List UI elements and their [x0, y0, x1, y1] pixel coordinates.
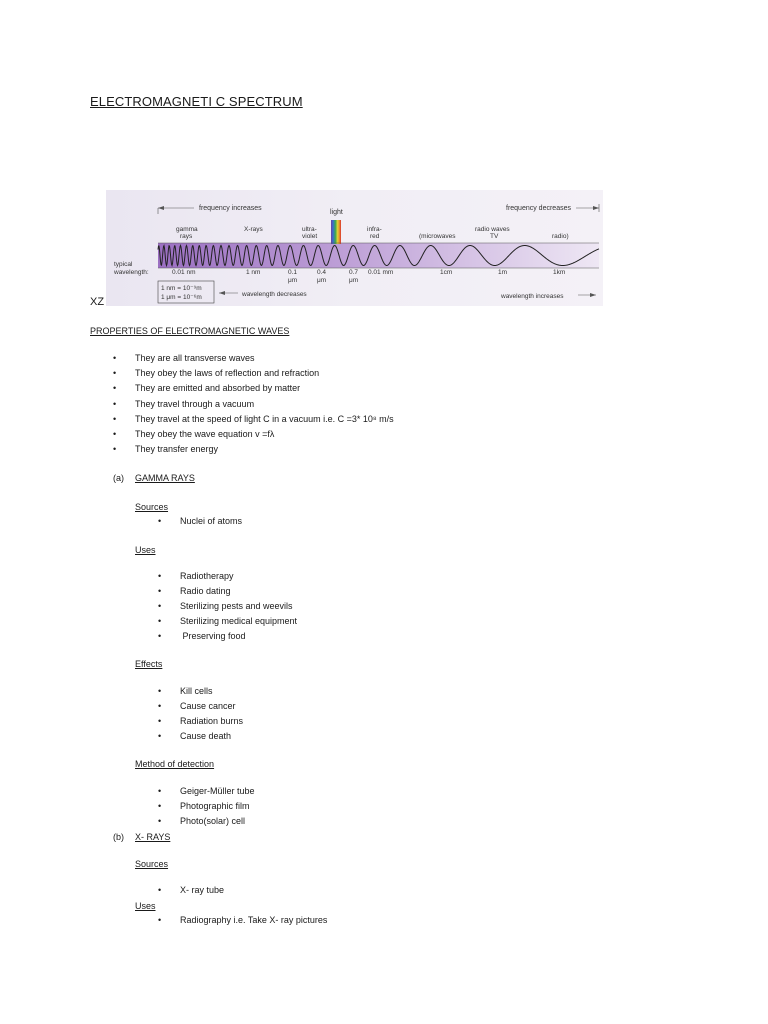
list-item: Radiation burns — [180, 716, 244, 726]
page-title: ELECTROMAGNETI C SPECTRUM — [90, 94, 303, 109]
bullet-icon: • — [158, 586, 162, 596]
xray-sources-label: Sources — [135, 859, 169, 869]
wavelength-value: μm — [288, 277, 298, 284]
band-label: violet — [302, 233, 318, 240]
list-item: They are all transverse waves — [135, 353, 255, 363]
list-item: Sterilizing pests and weevils — [180, 601, 293, 611]
list-item: They are emitted and absorbed by matter — [135, 383, 301, 394]
wavelength-value: 0.1 — [288, 269, 298, 276]
conversion-nm: 1 nm = 10⁻⁹m — [161, 285, 202, 292]
properties-heading: PROPERTIES OF ELECTROMAGNETIC WAVES — [90, 326, 290, 336]
wavelength-value: 0.01 mm — [368, 269, 394, 276]
bullet-icon: • — [158, 701, 162, 711]
wavelength-value: 1 nm — [246, 269, 261, 276]
bullet-icon: • — [158, 786, 162, 796]
freq-increases-label: frequency increases — [199, 205, 262, 212]
list-item: Cause death — [180, 731, 232, 741]
list-item: Cause cancer — [180, 701, 236, 711]
list-item: They obey the laws of reflection and refraction — [135, 368, 320, 379]
conversion-um: 1 μm = 10⁻⁶m — [161, 294, 202, 301]
band-label: rays — [180, 233, 193, 240]
band-label: (microwaves — [419, 233, 456, 240]
wavelength-value: 1cm — [440, 269, 453, 276]
wavelength-value: 1m — [498, 269, 508, 276]
bullet-icon: • — [158, 686, 162, 696]
list-item: X- ray tube — [180, 885, 225, 895]
list-item: Kill cells — [180, 686, 213, 696]
wavelength-value: 0.4 — [317, 269, 327, 276]
section-marker-a: (a) — [113, 473, 124, 483]
wl-increases-label: wavelength increases — [501, 293, 564, 300]
light-label: light — [330, 209, 343, 216]
bullet-icon: • — [113, 353, 117, 363]
wavelength-value: 0.7 — [349, 269, 359, 276]
bullet-icon: • — [158, 885, 162, 895]
list-item: Preserving food — [180, 631, 246, 641]
wavelength-value: 0.01 nm — [172, 269, 196, 276]
wavelength-value: μm — [317, 277, 327, 284]
bullet-icon: • — [113, 444, 117, 455]
bullet-icon: • — [158, 631, 162, 641]
bullet-icon: • — [158, 915, 162, 925]
list-item: Nuclei of atoms — [180, 516, 243, 526]
wavelength-value: μm — [349, 277, 359, 284]
list-item: They travel at the speed of light C in a vacuum i.e. C =3* 10⁸ m/s — [135, 413, 394, 424]
gamma-detection-label: Method of detection — [135, 759, 215, 769]
gamma-effects-label: Effects — [135, 659, 163, 669]
bullet-icon: • — [158, 571, 162, 581]
list-item: Radiography i.e. Take X- ray pictures — [180, 915, 328, 925]
band-label: ultra- — [302, 226, 317, 233]
band-label: infra- — [367, 226, 382, 233]
list-item: Geiger-Müller tube — [180, 786, 255, 796]
band-label: TV — [490, 233, 499, 240]
band-label: red — [370, 233, 380, 240]
band-label: radio) — [552, 233, 569, 240]
bullet-icon: • — [113, 368, 117, 379]
bullet-icon: • — [158, 801, 162, 811]
x-rays-heading: X- RAYS — [135, 832, 171, 842]
xray-uses-label: Uses — [135, 901, 156, 911]
gamma-uses-label: Uses — [135, 545, 156, 555]
list-item: Radio dating — [180, 586, 231, 596]
list-item: Photographic film — [180, 801, 250, 811]
band-label: gamma — [176, 226, 198, 233]
list-item: They obey the wave equation v =fλ — [135, 429, 275, 439]
bullet-icon: • — [158, 516, 162, 526]
bullet-icon: • — [158, 816, 162, 826]
list-item: Sterilizing medical equipment — [180, 616, 298, 626]
band-label: X-rays — [244, 226, 263, 233]
list-item: Radiotherapy — [180, 571, 234, 581]
wavelength-value: 1km — [553, 269, 566, 276]
bullet-icon: • — [158, 731, 162, 741]
bullet-icon: • — [113, 429, 117, 439]
band-label: radio waves — [475, 226, 510, 233]
bullet-icon: • — [113, 383, 117, 394]
freq-decreases-label: frequency decreases — [506, 205, 571, 212]
wl-decreases-label: wavelength decreases — [242, 291, 307, 298]
gamma-rays-heading: GAMMA RAYS — [135, 473, 195, 483]
bullet-icon: • — [158, 716, 162, 726]
list-item: They travel through a vacuum — [135, 398, 255, 409]
bullet-icon: • — [158, 616, 162, 626]
gamma-sources-label: Sources — [135, 502, 169, 512]
typical-label: typical — [114, 261, 133, 268]
list-item: Photo(solar) cell — [180, 816, 246, 826]
wavelength-label: wavelength: — [114, 269, 149, 276]
bullet-icon: • — [158, 601, 162, 611]
xz-label: XZ — [90, 296, 105, 308]
bullet-icon: • — [113, 398, 117, 409]
list-item: They transfer energy — [135, 444, 219, 455]
section-marker-b: (b) — [113, 832, 124, 842]
bullet-icon: • — [113, 413, 117, 424]
